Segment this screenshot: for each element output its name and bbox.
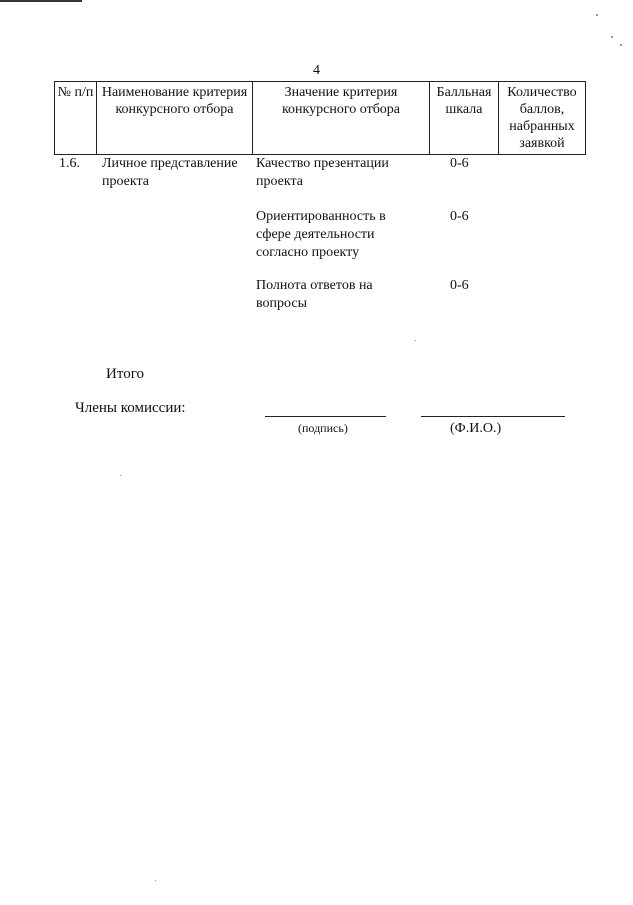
header-score-scale: Балльная шкала: [430, 82, 499, 155]
criterion-scale-3: 0-6: [450, 278, 469, 293]
name-line: [421, 416, 565, 417]
row-number: 1.6.: [59, 156, 80, 171]
total-label: Итого: [106, 366, 144, 382]
header-number: № п/п: [55, 82, 97, 155]
scan-speck: [620, 44, 622, 46]
page-number: 4: [313, 63, 320, 78]
header-criterion-value: Значение критерия конкурсного отбора: [253, 82, 430, 155]
scan-speck: [596, 14, 598, 16]
scan-speck: [155, 880, 156, 881]
scan-speck: [120, 475, 121, 476]
criterion-value-2: Ориентированность в сфере деятельности согласно проекту: [256, 209, 386, 260]
scan-speck: [611, 36, 613, 38]
name-caption: (Ф.И.О.): [450, 421, 502, 436]
header-criterion-name: Наименование критерия конкурсного отбора: [97, 82, 253, 155]
criterion-value-3: Полнота ответов на вопросы: [256, 278, 373, 311]
row-criterion-name: Личное представление проекта: [102, 156, 238, 189]
scan-speck: [415, 340, 416, 341]
signature-caption: (подпись): [298, 421, 348, 435]
criterion-scale-2: 0-6: [450, 209, 469, 224]
criterion-value-1: Качество презентации проекта: [256, 156, 389, 189]
criterion-scale-1: 0-6: [450, 156, 469, 171]
criteria-table-header: [54, 81, 586, 155]
scan-edge-line: [0, 0, 82, 2]
header-score-received: Количество баллов, набранных заявкой: [499, 82, 586, 155]
commission-members-label: Члены комиссии:: [75, 400, 186, 416]
signature-line: [265, 416, 386, 417]
